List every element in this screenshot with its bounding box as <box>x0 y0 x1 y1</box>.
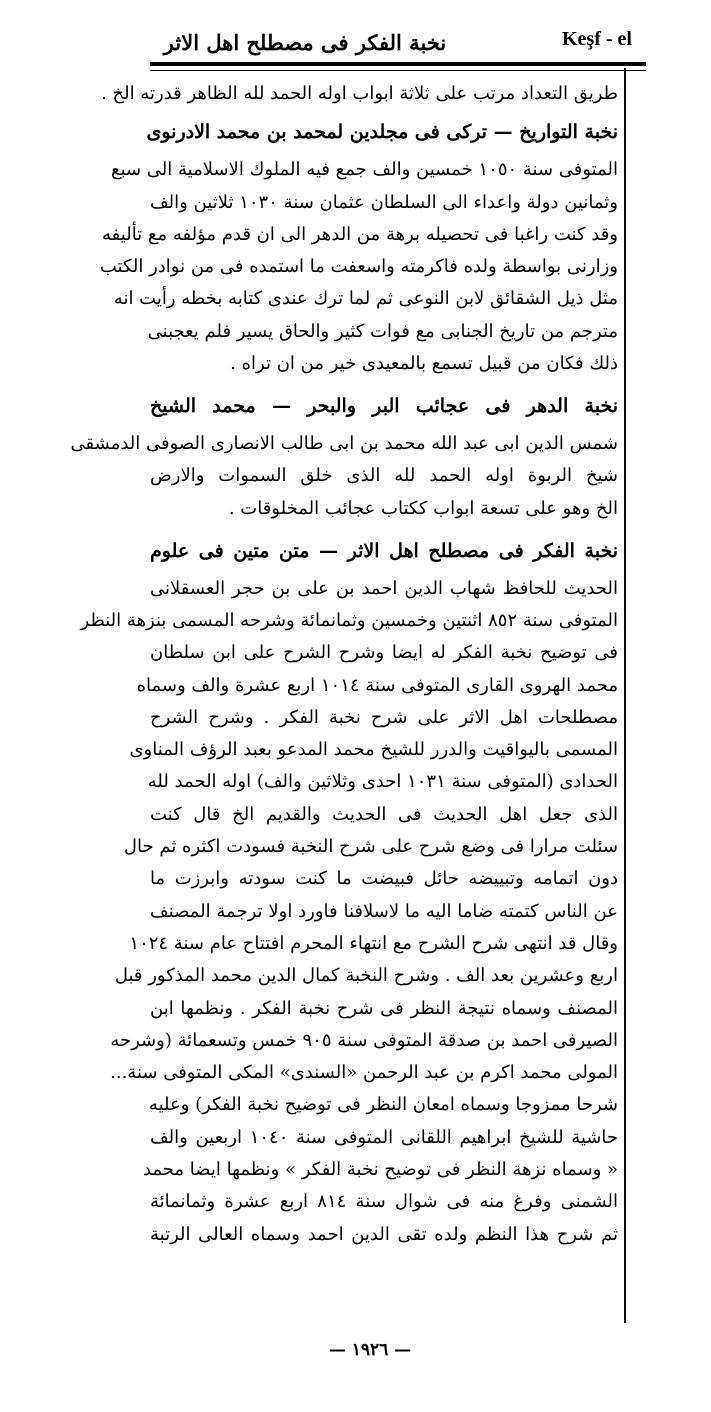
text-line: وقال قد انتهى شرح الشرح مع انتهاء المحرم افتتاح عام سنة ١٠٢٤ <box>129 932 618 954</box>
text-line: شيخ الربوة اوله الحمد لله الذى خلق السموات والارض <box>150 465 618 487</box>
text-line: شمس الدين ابى عبد الله محمد بن ابى طالب الانصارى الصوفى الدمشقى <box>70 433 618 455</box>
text-line: « وسماه نزهة النظر فى توضيح نخبة الفكر » ونظمها ايضا محمد <box>142 1159 618 1181</box>
text-line: فى توضيح نخبة الفكر له ايضا وشرح الشرح على ابن سلطان <box>150 642 618 664</box>
text-line: وقد كنت راغبا فى تحصيله برهة من الدهر الى ان قدم مؤلفه مع تأليفه <box>102 223 618 245</box>
text-line: ذلك فكان من قبيل تسمع بالمعيدى خير من ان تراه . <box>230 353 618 375</box>
text-line: المتوفى سنة ١٠٥٠ خمسين والف جمع فيه الملوك الاسلامية الى سبع <box>110 159 618 181</box>
text-line: مترجم من تاريخ الجنابى مع فوات كثير والحاق يسير فلم يعجبنى <box>147 320 618 342</box>
text-line: سئلت مرارا فى وضع شرح على شرح النخبة فسودت اكثره ثم حال <box>123 836 618 858</box>
text-line: المصنف وسماه نتيجة النظر فى شرح نخبة الفكر . ونظمها ابن <box>150 997 618 1019</box>
entry-heading-line: نخبة الفكر فى مصطلح اهل الاثر — متن متين فى علوم <box>150 539 618 562</box>
entry-heading-line: نخبة التواريخ — تركى فى مجلدين لمحمد بن محمد الادرنوى <box>146 121 618 144</box>
text-line: الخ وهو على تسعة ابواب ككتاب عجائب المخلوقات . <box>228 497 618 519</box>
text-column <box>70 78 619 1251</box>
text-line: وزارنى بواسطة ولده فاكرمته واسعفت ما استمده فى من نوادر الكتب <box>99 256 618 278</box>
text-line: الحديث للحافظ شهاب الدين احمد بن على بن حجر العسقلانى <box>150 577 618 599</box>
text-line: المولى محمد اكرم بن عبد الرحمن «السندى» المكى المتوفى سنة... <box>110 1062 618 1084</box>
text-line: المتوفى سنة ٨٥٢ اثنتين وخمسين وثمانمائة وشرحه المسمى بنزهة النظر <box>80 609 618 631</box>
column-rule <box>624 68 626 1323</box>
header-rule-thick <box>150 62 646 66</box>
text-line: طريق التعداد مرتب على ثلاثة ابواب اوله الحمد لله الظاهر قدرته الخ . <box>101 83 618 104</box>
running-header-title: نخبة الفكر فى مصطلح اهل الاثر <box>163 30 447 55</box>
text-line: ثم شرح هذا النظم ولده تقى الدين احمد وسماه العالى الرتبة <box>150 1223 618 1245</box>
text-line: عن الناس كتمته ضاما اليه ما لاسلافنا فاورد اولا ترجمة المصنف <box>150 900 618 922</box>
header-rule-thin <box>150 70 646 71</box>
entry-heading-line: نخبة الدهر فى عجائب البر والبحر — محمد الشيخ <box>150 395 618 418</box>
text-line: اربع وعشرين بعد الف . وشرح النخبة كمال الدين محمد المذكور قبل <box>114 965 618 987</box>
text-line: الذى جعل اهل الحديث فى الحديث والقديم الخ قال كنت <box>150 803 618 825</box>
text-line: دون اتمامه وتبييضه حائل فبيضت ما كنت سودته وابرزت ما <box>150 868 618 890</box>
text-line: الشمنى وفرغ منه فى شوال سنة ٨١٤ اربع عشرة وثمانمائة <box>150 1191 619 1213</box>
text-line: الحدادى (المتوفى سنة ١٠٣١ احدى وثلاثين والف) اوله الحمد لله <box>147 771 618 793</box>
text-line: مثل ذيل الشقائق لابن النوعى ثم لما ترك عندى كتابه بخطه رأيت انه <box>113 288 618 310</box>
text-line: وثمانين دولة واعداء الى السلطان عثمان سنة ١٠٣٠ ثلاثين والف <box>150 191 618 213</box>
text-line: حاشية للشيخ ابراهيم اللقانى المتوفى سنة ١٠٤٠ اربعين والف <box>150 1126 618 1148</box>
text-line: مصطلحات اهل الاثر على شرح نخبة الفكر . وشرح الشرح <box>150 706 618 728</box>
page-number: — ١٩٢٦ — <box>328 1340 412 1360</box>
text-line: شرحا ممزوجا وسماه امعان النظر فى توضيح نخبة الفكر) وعليه <box>148 1094 618 1116</box>
text-line: محمد الهروى القارى المتوفى سنة ١٠١٤ اربع عشرة والف وسماه <box>136 674 618 696</box>
text-line: المسمى باليواقيت والدرر للشيخ محمد المدعو بعبد الرؤف المناوى <box>129 739 618 761</box>
running-header-book-name: Keşf - el <box>562 28 632 50</box>
text-line: الصيرفى احمد بن صدقة المتوفى سنة ٩٠٥ خمس وتسعمائة (وشرحه <box>110 1029 618 1051</box>
